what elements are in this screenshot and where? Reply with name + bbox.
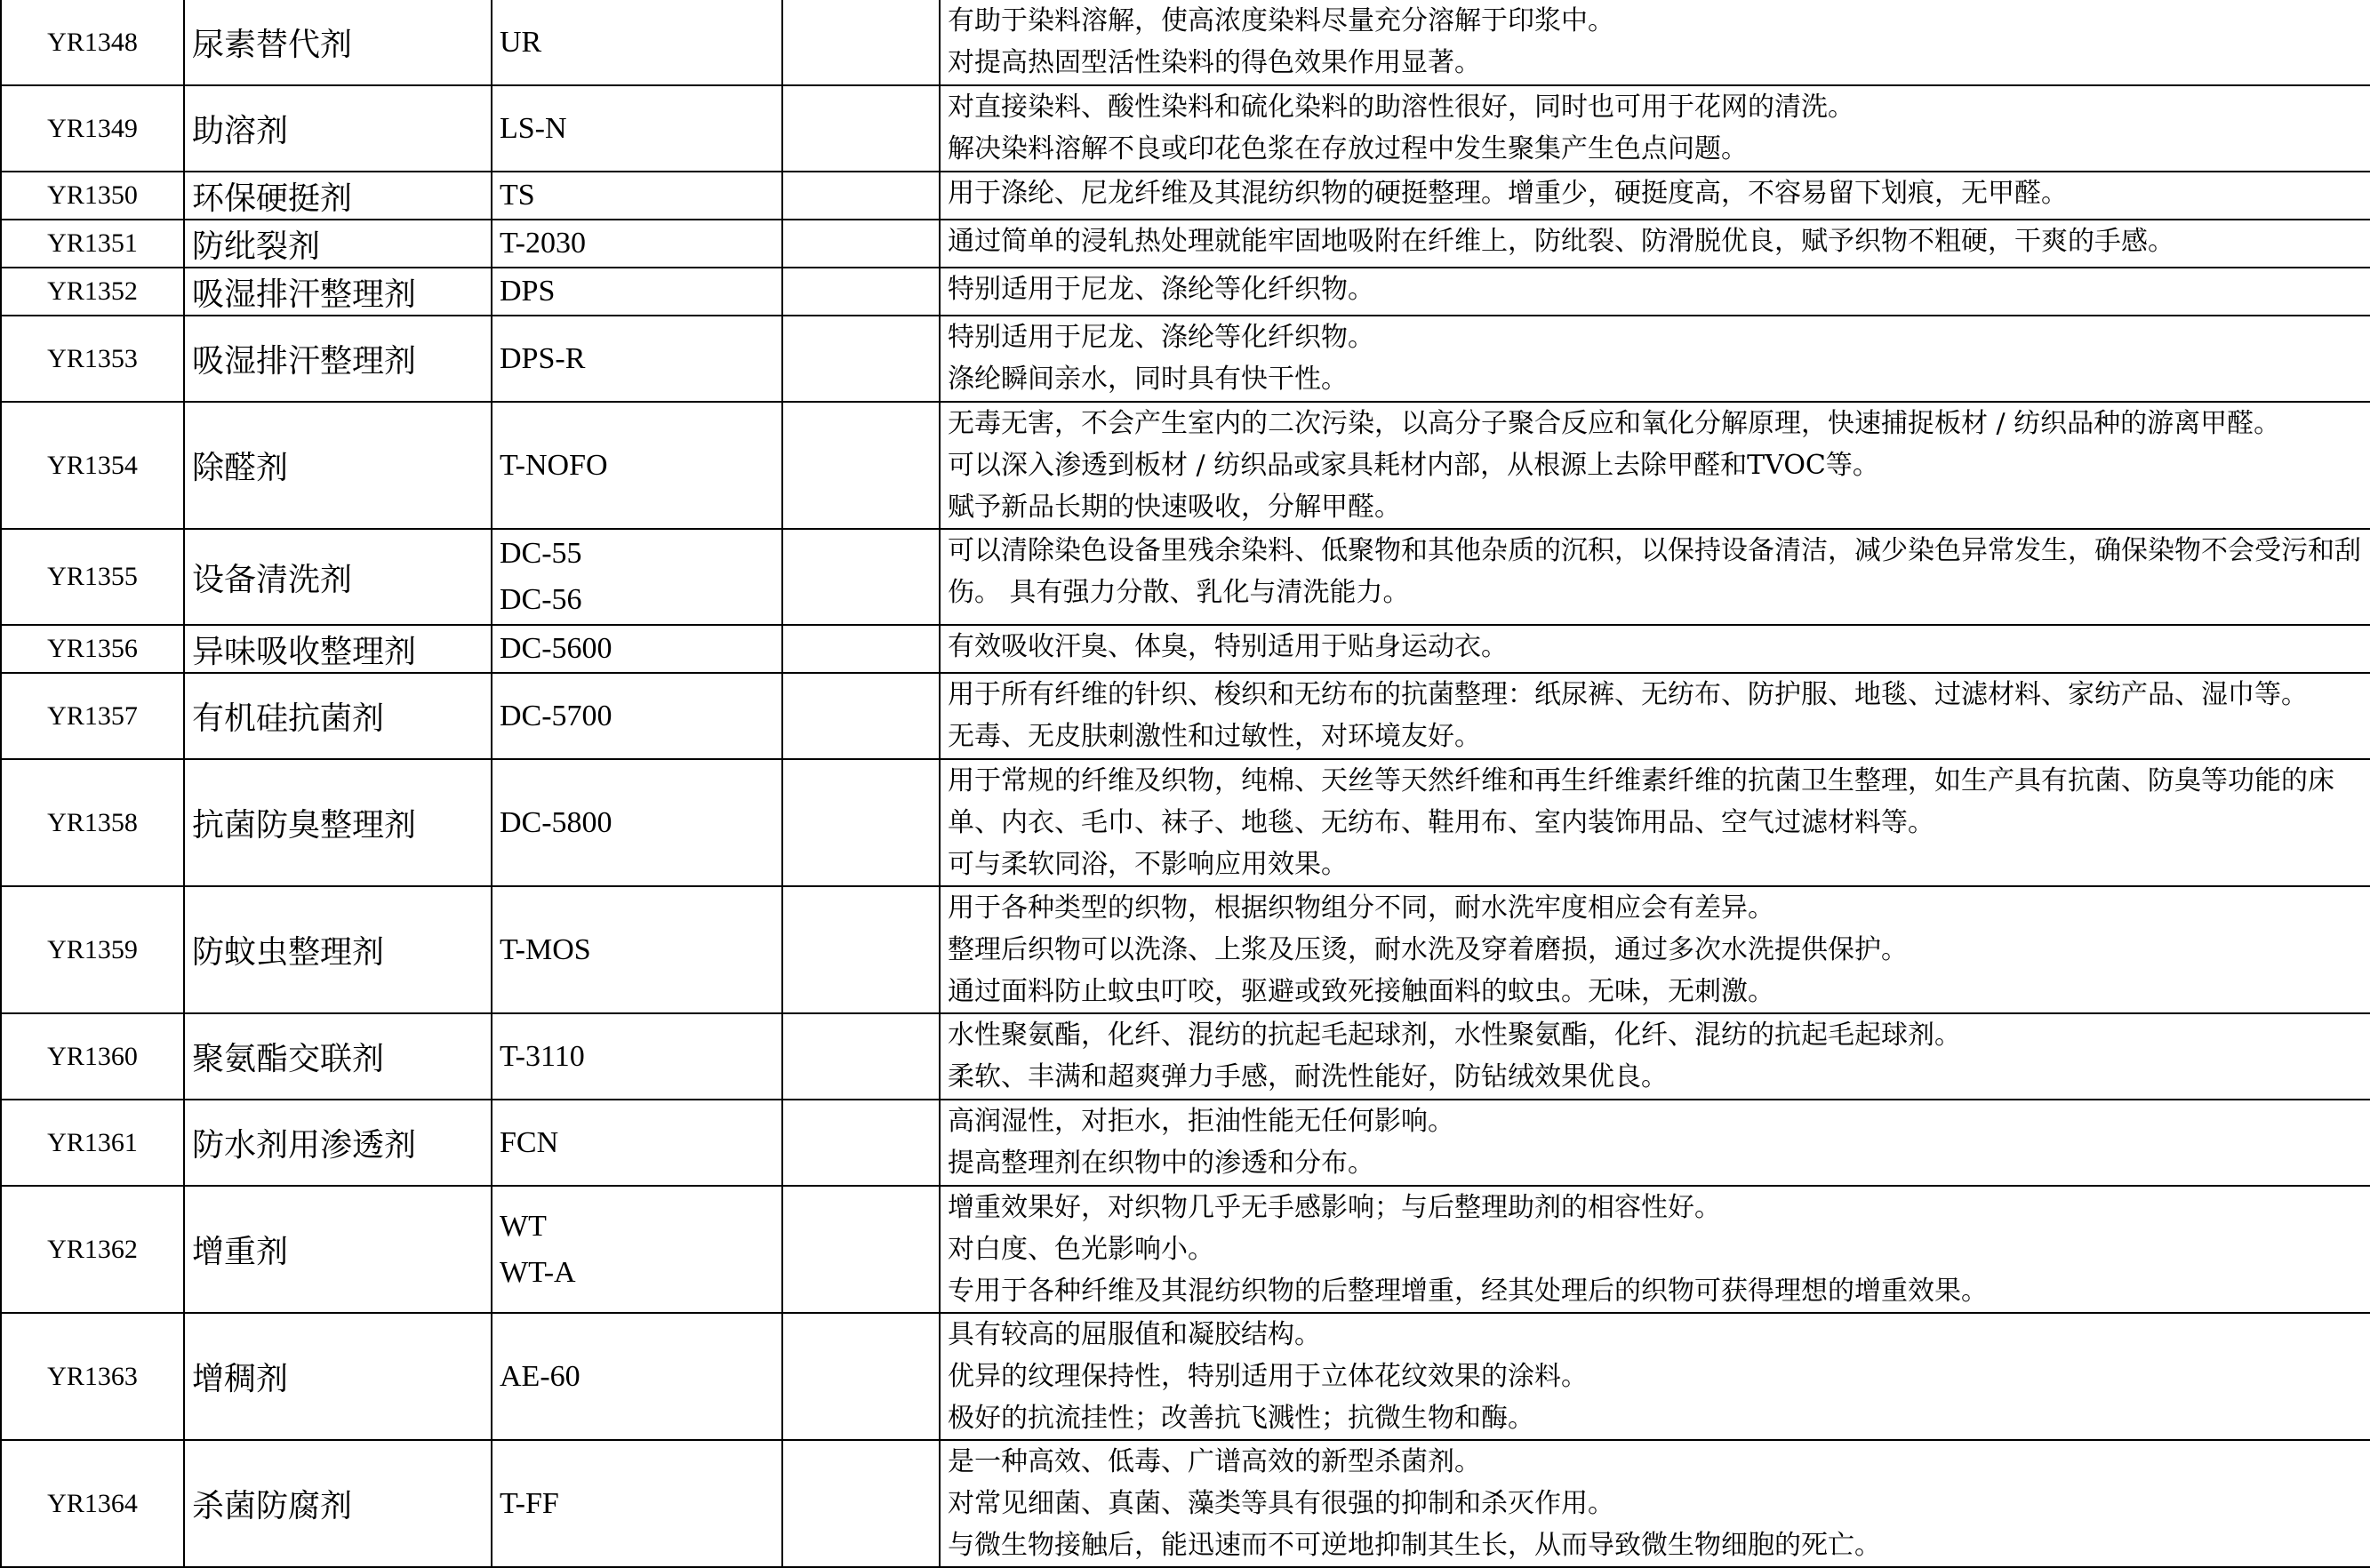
product-name-cell: 防蚊虫整理剂	[184, 886, 492, 1013]
description-line: 有效吸收汗臭、体臭，特别适用于贴身运动衣。	[948, 631, 1508, 662]
empty-cell	[782, 1313, 940, 1440]
empty-cell	[782, 402, 940, 529]
product-code-cell: YR1350	[1, 172, 184, 220]
empty-cell	[782, 172, 940, 220]
product-description-cell	[940, 1440, 2370, 1567]
empty-cell	[782, 220, 940, 268]
product-model-cell	[492, 220, 782, 268]
product-code-cell: YR1349	[1, 85, 184, 172]
model-number: DC-55	[500, 537, 582, 570]
description-line: 赋予新品长期的快速吸收，分解甲醛。	[948, 492, 1401, 523]
empty-cell	[782, 316, 940, 402]
model-number: DC-5600	[500, 632, 613, 665]
product-code-cell: YR1355	[1, 529, 184, 625]
table-row	[1, 85, 2370, 172]
product-code-cell: YR1361	[1, 1100, 184, 1186]
table-row	[1, 1440, 2370, 1567]
product-description-cell	[940, 759, 2370, 886]
empty-cell	[782, 673, 940, 759]
description-line: 可以清除染色设备里残余染料、低聚物和其他杂质的沉积，以保持设备清洁，减少染色异常发生，确保染物不会受污和刮伤。 具有强力分散、乳化与清洗能力。	[948, 535, 2361, 608]
model-number: DPS-R	[500, 341, 586, 375]
description-line: 无毒、无皮肤刺激性和过敏性，对环境友好。	[948, 721, 1481, 752]
table-row	[1, 1186, 2370, 1313]
description-line: 专用于各种纤维及其混纺织物的后整理增重，经其处理后的织物可获得理想的增重效果。	[948, 1276, 1988, 1307]
product-name-cell: 防纰裂剂	[184, 220, 492, 268]
description-line: 有助于染料溶解，使高浓度染料尽量充分溶解于印浆中。	[948, 5, 1614, 36]
product-model-cell	[492, 268, 782, 316]
product-description-cell	[940, 1313, 2370, 1440]
product-name-cell: 抗菌防臭整理剂	[184, 759, 492, 886]
product-description-cell	[940, 886, 2370, 1013]
description-line: 解决染料溶解不良或印花色浆在存放过程中发生聚集产生色点问题。	[948, 133, 1748, 164]
product-description-cell	[940, 172, 2370, 220]
product-name-cell: 异味吸收整理剂	[184, 625, 492, 673]
description-line: 对常见细菌、真菌、藻类等具有很强的抑制和杀灭作用。	[948, 1488, 1614, 1519]
model-number: WT	[500, 1209, 547, 1243]
product-name-cell: 环保硬挺剂	[184, 172, 492, 220]
description-line: 具有较高的屈服值和凝胶结构。	[948, 1319, 1321, 1350]
description-line: 柔软、丰满和超爽弹力手感，耐洗性能好，防钻绒效果优良。	[948, 1061, 1668, 1092]
model-number: AE-60	[500, 1359, 580, 1393]
product-model-cell	[492, 1440, 782, 1567]
table-row	[1, 220, 2370, 268]
description-line: 用于各种类型的织物，根据织物组分不同，耐水洗牢度相应会有差异。	[948, 892, 1774, 924]
description-line: 特别适用于尼龙、涤纶等化纤织物。	[948, 274, 1374, 305]
description-line: 无毒无害，不会产生室内的二次污染，以高分子聚合反应和氧化分解原理，快速捕捉板材 / 纺织品种的游离甲醛。	[948, 408, 2281, 439]
product-code-cell: YR1354	[1, 402, 184, 529]
empty-cell	[782, 268, 940, 316]
product-description-cell	[940, 1186, 2370, 1313]
product-code-cell: YR1352	[1, 268, 184, 316]
table-row	[1, 1100, 2370, 1186]
product-name-cell: 聚氨酯交联剂	[184, 1013, 492, 1100]
model-number: FCN	[500, 1125, 559, 1159]
product-description-cell	[940, 1100, 2370, 1186]
description-line: 对提高热固型活性染料的得色效果作用显著。	[948, 47, 1481, 78]
table-row	[1, 268, 2370, 316]
product-name-cell: 助溶剂	[184, 85, 492, 172]
empty-cell	[782, 85, 940, 172]
product-name-cell: 增稠剂	[184, 1313, 492, 1440]
description-line: 与微生物接触后，能迅速而不可逆地抑制其生长，从而导致微生物细胞的死亡。	[948, 1530, 1881, 1561]
model-number: TS	[500, 179, 535, 212]
product-model-cell	[492, 673, 782, 759]
product-model-cell	[492, 886, 782, 1013]
table-row	[1, 1313, 2370, 1440]
product-name-cell: 杀菌防腐剂	[184, 1440, 492, 1567]
product-code-cell: YR1362	[1, 1186, 184, 1313]
model-number: T-NOFO	[500, 448, 608, 482]
model-number: T-MOS	[500, 932, 591, 966]
model-number: T-3110	[500, 1039, 585, 1073]
description-line: 通过面料防止蚊虫叮咬，驱避或致死接触面料的蚊虫。无味，无刺激。	[948, 976, 1774, 1007]
product-name-cell: 吸湿排汗整理剂	[184, 316, 492, 402]
model-number: DPS	[500, 275, 556, 308]
product-name-cell: 吸湿排汗整理剂	[184, 268, 492, 316]
empty-cell	[782, 886, 940, 1013]
product-code-cell: YR1356	[1, 625, 184, 673]
model-number: T-FF	[500, 1486, 559, 1520]
table-row	[1, 316, 2370, 402]
description-line: 高润湿性，对拒水，拒油性能无任何影响。	[948, 1106, 1454, 1137]
product-name-cell: 尿素替代剂	[184, 0, 492, 85]
description-line: 极好的抗流挂性；改善抗飞溅性；抗微生物和酶。	[948, 1403, 1534, 1434]
description-line: 水性聚氨酯，化纤、混纺的抗起毛起球剂，水性聚氨酯，化纤、混纺的抗起毛起球剂。	[948, 1020, 1961, 1051]
table-row	[1, 172, 2370, 220]
product-description-cell	[940, 220, 2370, 268]
model-number: DC-5700	[500, 699, 613, 732]
empty-cell	[782, 1100, 940, 1186]
description-line: 用于常规的纤维及织物，纯棉、天丝等天然纤维和再生纤维素纤维的抗菌卫生整理，如生产具有抗菌、防臭等功能的床单、内衣、毛巾、袜子、地毯、无纺布、鞋用布、室内装饰用品、空气过滤材料等。	[948, 765, 2334, 838]
model-number: LS-N	[500, 111, 567, 145]
product-code-cell: YR1351	[1, 220, 184, 268]
description-line: 用于所有纤维的针织、梭织和无纺布的抗菌整理：纸尿裤、无纺布、防护服、地毯、过滤材料、家纺产品、湿巾等。	[948, 679, 2308, 710]
table-row	[1, 759, 2370, 886]
product-model-cell	[492, 316, 782, 402]
product-model-cell	[492, 402, 782, 529]
table-row	[1, 0, 2370, 85]
product-model-cell	[492, 0, 782, 85]
product-code-cell: YR1359	[1, 886, 184, 1013]
product-name-cell: 防水剂用渗透剂	[184, 1100, 492, 1186]
product-model-cell	[492, 759, 782, 886]
description-line: 特别适用于尼龙、涤纶等化纤织物。	[948, 322, 1374, 353]
product-code-cell: YR1353	[1, 316, 184, 402]
product-name-cell: 除醛剂	[184, 402, 492, 529]
description-line: 对直接染料、酸性染料和硫化染料的助溶性很好，同时也可用于花网的清洗。	[948, 92, 1854, 123]
product-model-cell	[492, 172, 782, 220]
description-line: 是一种高效、低毒、广谱高效的新型杀菌剂。	[948, 1446, 1481, 1477]
product-model-cell	[492, 1100, 782, 1186]
empty-cell	[782, 759, 940, 886]
product-description-cell	[940, 316, 2370, 402]
description-line: 可以深入渗透到板材 / 纺织品或家具耗材内部，从根源上去除甲醛和TVOC等。	[948, 450, 1879, 481]
description-line: 对白度、色光影响小。	[948, 1234, 1214, 1265]
product-description-cell	[940, 625, 2370, 673]
product-description-cell	[940, 529, 2370, 625]
product-name-cell: 增重剂	[184, 1186, 492, 1313]
product-model-cell	[492, 1186, 782, 1313]
description-line: 优异的纹理保持性，特别适用于立体花纹效果的涂料。	[948, 1361, 1588, 1392]
empty-cell	[782, 1186, 940, 1313]
product-code-cell: YR1360	[1, 1013, 184, 1100]
product-description-cell	[940, 85, 2370, 172]
description-line: 涤纶瞬间亲水，同时具有快干性。	[948, 364, 1348, 395]
model-number: T-2030	[500, 227, 586, 260]
product-model-cell	[492, 529, 782, 625]
model-number: DC-56	[500, 583, 582, 616]
empty-cell	[782, 1013, 940, 1100]
table-row	[1, 529, 2370, 625]
description-line: 提高整理剂在织物中的渗透和分布。	[948, 1148, 1374, 1179]
model-number: DC-5800	[500, 805, 613, 839]
product-model-cell	[492, 1013, 782, 1100]
product-description-cell	[940, 0, 2370, 85]
model-number: WT-A	[500, 1255, 576, 1289]
description-line: 用于涤纶、尼龙纤维及其混纺织物的硬挺整理。增重少，硬挺度高，不容易留下划痕，无甲醛。	[948, 178, 2068, 209]
product-name-cell: 有机硅抗菌剂	[184, 673, 492, 759]
empty-cell	[782, 0, 940, 85]
table-row	[1, 1013, 2370, 1100]
description-line: 可与柔软同浴，不影响应用效果。	[948, 849, 1348, 880]
product-description-cell	[940, 1013, 2370, 1100]
empty-cell	[782, 1440, 940, 1567]
product-code-cell: YR1357	[1, 673, 184, 759]
product-code-cell: YR1348	[1, 0, 184, 85]
empty-cell	[782, 529, 940, 625]
table-row	[1, 886, 2370, 1013]
table-row	[1, 673, 2370, 759]
description-line: 整理后织物可以洗涤、上浆及压烫，耐水洗及穿着磨损，通过多次水洗提供保护。	[948, 934, 1908, 965]
product-code-cell: YR1363	[1, 1313, 184, 1440]
product-table-body	[1, 0, 2370, 1567]
product-model-cell	[492, 85, 782, 172]
product-description-cell	[940, 402, 2370, 529]
product-description-cell	[940, 268, 2370, 316]
description-line: 通过简单的浸轧热处理就能牢固地吸附在纤维上，防纰裂、防滑脱优良，赋予织物不粗硬，干爽的手感。	[948, 226, 2174, 257]
product-code-cell: YR1358	[1, 759, 184, 886]
product-code-cell: YR1364	[1, 1440, 184, 1567]
table-row	[1, 625, 2370, 673]
product-model-cell	[492, 1313, 782, 1440]
description-line: 增重效果好，对织物几乎无手感影响；与后整理助剂的相容性好。	[948, 1192, 1721, 1223]
model-number: UR	[500, 25, 542, 59]
empty-cell	[782, 625, 940, 673]
product-description-cell	[940, 673, 2370, 759]
product-model-cell	[492, 625, 782, 673]
table-row	[1, 402, 2370, 529]
product-name-cell: 设备清洗剂	[184, 529, 492, 625]
